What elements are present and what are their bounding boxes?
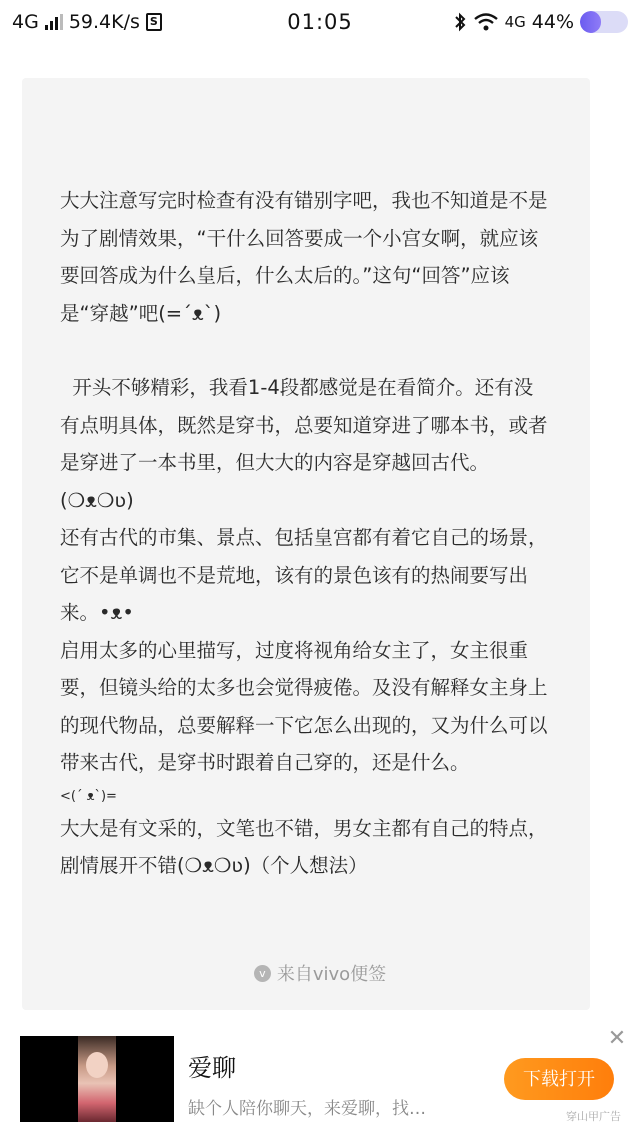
ad-title[interactable]: 爱聊 xyxy=(188,1054,236,1082)
ad-photo xyxy=(78,1036,116,1122)
ad-photo-face xyxy=(86,1052,108,1078)
note-emoticon: (❍ᴥ❍ʋ) xyxy=(60,488,134,512)
note-paragraph: 启用太多的心里描写，过度将视角给女主了，女主很重要，但镜头给的太多也会觉得疲倦。及没有解释女主身上的现代物品，总要解释一下它怎么出现的，又为什么可以带来古代，是穿书时跟着自己穿的，还是什么。 xyxy=(60,638,548,774)
close-icon[interactable]: ✕ xyxy=(607,1026,627,1051)
status-bar xyxy=(0,0,640,44)
note-paragraph: 大大注意写完时检查有没有错别字吧，我也不知道是不是为了剧情效果，“干什么回答要成一个小宫女啊，就应该要回答成为什么皇后，什么太后的。”这句“回答”应该是“穿越”吧(=´ᴥ`) xyxy=(60,189,548,325)
ad-description[interactable]: 缺个人陪你聊天，来爱聊，找… xyxy=(188,1099,426,1119)
note-paragraph: 还有古代的市集、景点、包括皇宫都有着它自己的场景，它不是单调也不是荒地，该有的景色该有的热闹要写出来。•ᴥ• xyxy=(60,526,548,624)
paragraph-gap xyxy=(60,332,550,369)
battery-fill xyxy=(580,11,601,33)
note-footer xyxy=(0,960,640,986)
battery-percent: 44% xyxy=(531,11,574,33)
note-paragraph: 大大是有文采的，文笔也不错，男女主都有自己的特点，剧情展开不错(❍ᴥ❍ʋ)（个人想法） xyxy=(60,816,548,877)
clock: 01:05 xyxy=(287,10,353,34)
battery-icon xyxy=(580,11,628,33)
note-source: 来自vivo便签 xyxy=(276,964,387,985)
sim-icon: S xyxy=(146,13,162,31)
note-body xyxy=(60,182,550,885)
ad-thumbnail[interactable] xyxy=(20,1036,174,1122)
note-emoticon: <(´ ᴥ`)= xyxy=(60,788,117,804)
bluetooth-icon xyxy=(453,12,467,32)
vivo-icon: v xyxy=(254,965,271,982)
status-right xyxy=(453,11,628,33)
mobile-data-label: 4G xyxy=(504,13,526,31)
network-type: 4G xyxy=(12,11,39,33)
download-open-button[interactable]: 下载打开 xyxy=(504,1058,614,1100)
ad-source-label: 穿山甲广告 xyxy=(566,1110,621,1123)
wifi-icon xyxy=(473,12,499,32)
network-speed: 59.4K/s xyxy=(68,11,140,33)
signal-icon xyxy=(45,14,63,30)
note-paragraph: 开头不够精彩，我看1-4段都感觉是在看简介。还有没有点明具体，既然是穿书，总要知道穿进了哪本书，或者是穿进了一本书里，但大大的内容是穿越回古代。 xyxy=(60,376,548,474)
status-left xyxy=(12,11,162,33)
ad-banner[interactable] xyxy=(0,1022,640,1138)
